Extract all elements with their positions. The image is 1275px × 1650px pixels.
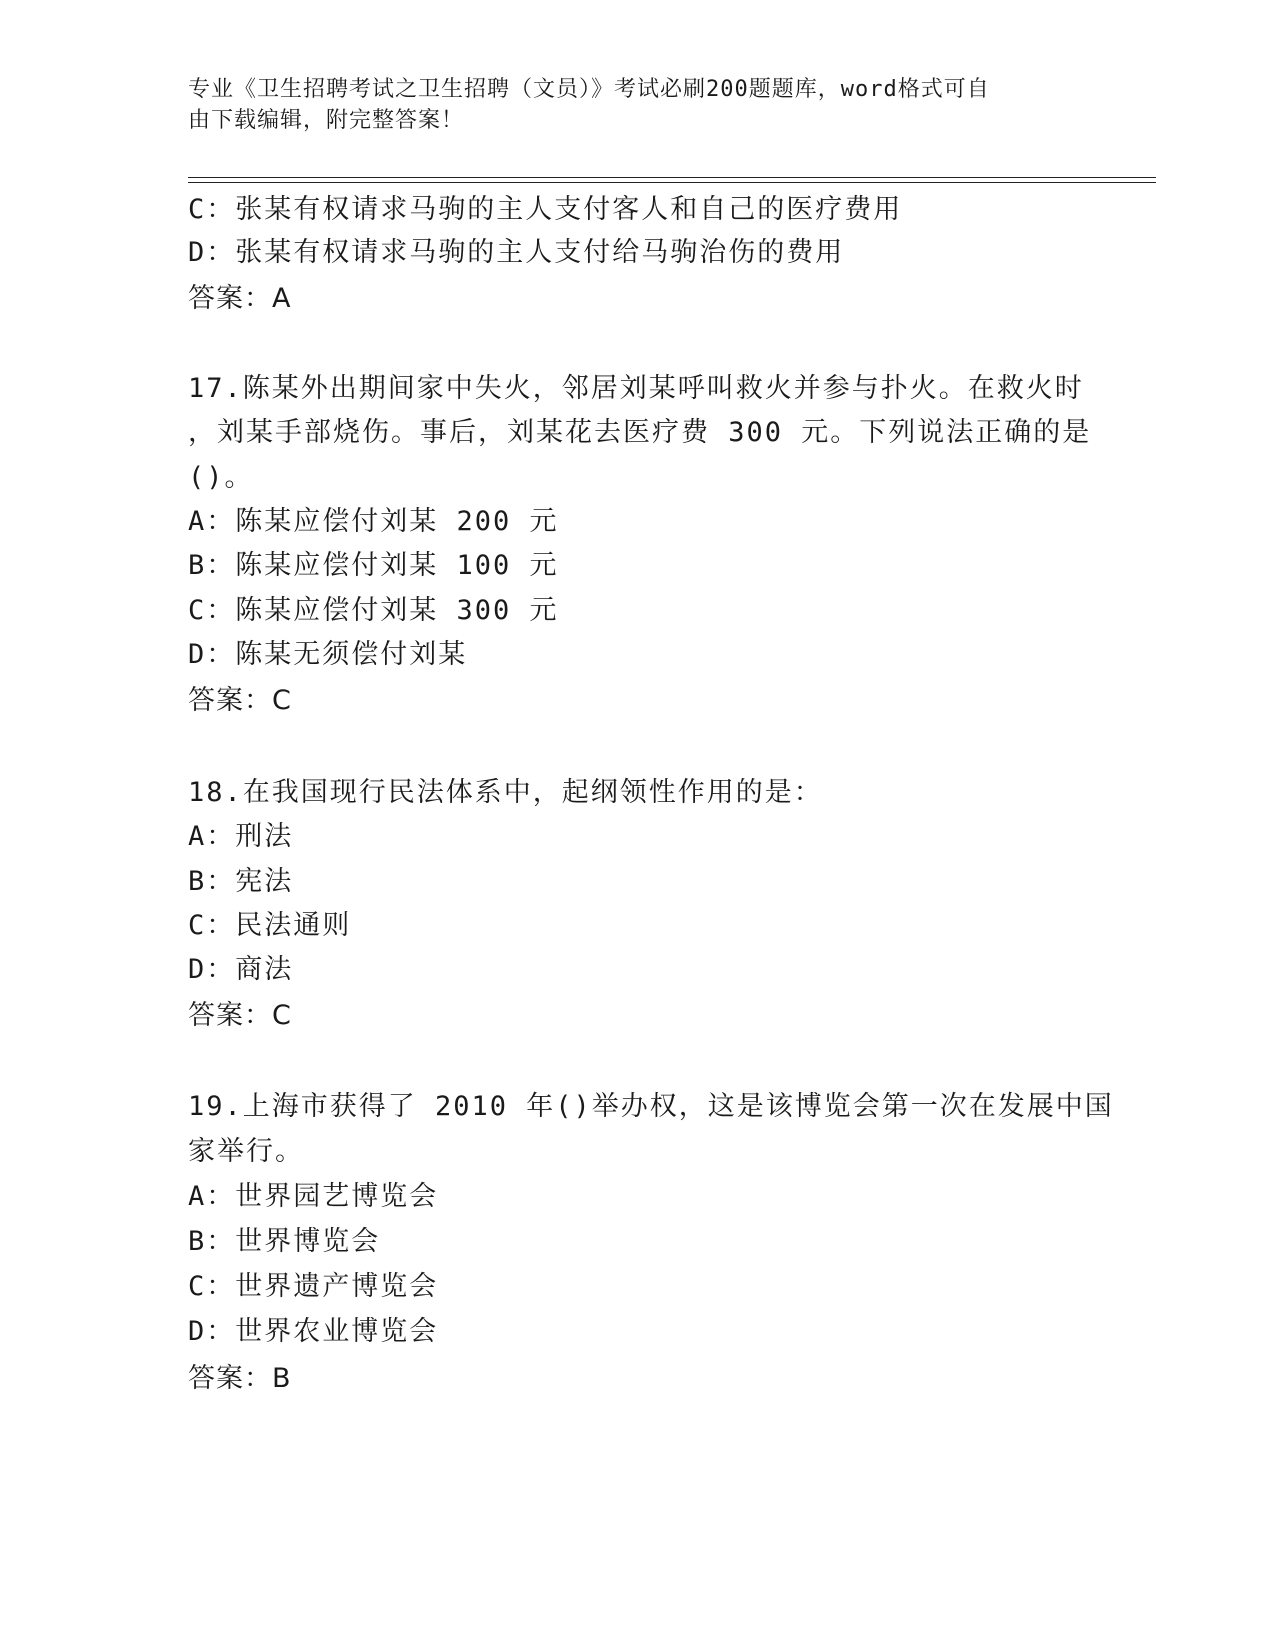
q19-option-b: B：世界博览会 [188, 1226, 381, 1257]
q19-answer: 答案：B [188, 1363, 292, 1394]
prev-answer: 答案：A [188, 283, 292, 314]
q19-stem-line-1: 19.上海市获得了 2010 年()举办权，这是该博览会第一次在发展中国 [188, 1091, 1114, 1122]
q17-stem-line-3: ()。 [188, 462, 254, 493]
q19-stem-line-2: 家举行。 [188, 1136, 304, 1167]
header-line-1: 专业《卫生招聘考试之卫生招聘（文员）》考试必刷200题题库，word格式可自 [188, 77, 990, 102]
header-divider-bottom [188, 182, 1156, 183]
q19-option-c: C：世界遗产博览会 [188, 1271, 439, 1302]
q17-option-b: B：陈某应偿付刘某 100 元 [188, 550, 559, 581]
document-header [188, 74, 1088, 136]
prev-option-c: C：张某有权请求马驹的主人支付客人和自己的医疗费用 [188, 194, 903, 225]
q17-option-d: D：陈某无须偿付刘某 [188, 639, 468, 670]
prev-option-d: D：张某有权请求马驹的主人支付给马驹治伤的费用 [188, 237, 845, 268]
header-divider-top [188, 177, 1156, 178]
q17-stem-line-1: 17.陈某外出期间家中失火，邻居刘某呼叫救火并参与扑火。在救火时 [188, 373, 1084, 404]
header-line-2: 由下载编辑，附完整答案！ [188, 108, 465, 133]
q18-stem-line-1: 18.在我国现行民法体系中，起纲领性作用的是： [188, 777, 823, 808]
q18-option-c: C：民法通则 [188, 910, 352, 941]
q17-answer: 答案：C [188, 685, 292, 716]
q18-option-d: D：商法 [188, 954, 294, 985]
q17-option-a: A：陈某应偿付刘某 200 元 [188, 506, 559, 537]
q19-option-d: D：世界农业博览会 [188, 1316, 439, 1347]
q18-option-a: A：刑法 [188, 821, 294, 852]
q17-option-c: C：陈某应偿付刘某 300 元 [188, 595, 559, 626]
q18-option-b: B：宪法 [188, 866, 294, 897]
q18-answer: 答案：C [188, 1000, 292, 1031]
q19-option-a: A：世界园艺博览会 [188, 1181, 439, 1212]
q17-stem-line-2: ，刘某手部烧伤。事后，刘某花去医疗费 300 元。下列说法正确的是 [188, 417, 1092, 448]
